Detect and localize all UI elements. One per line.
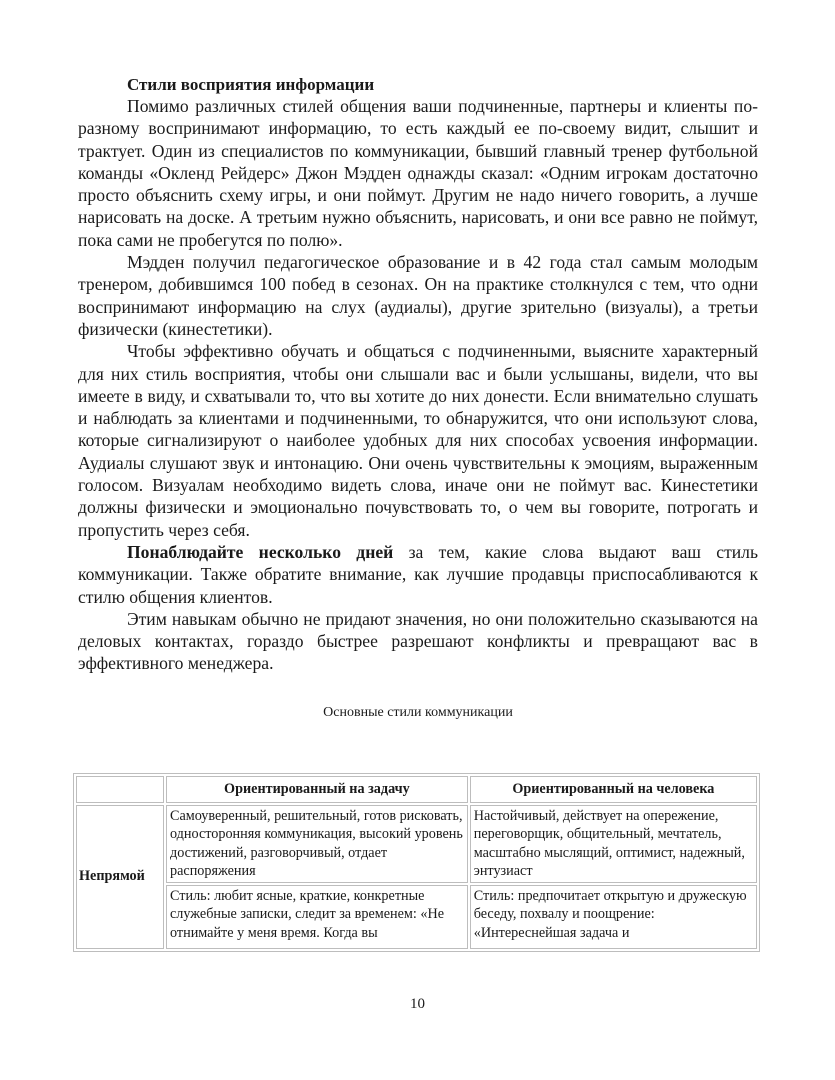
- table-cell: [166, 885, 468, 949]
- table-cell: [470, 885, 757, 949]
- table-cell: Настойчивый, действует на опережение, переговорщик, общительный, мечтатель, масштабно мыслящий, оптимист, надежный, энтузиаст: [470, 805, 757, 883]
- communication-styles-table: [73, 773, 760, 952]
- paragraph-3: Чтобы эффективно обучать и общаться с подчиненными, выясните характерный для них стиль восприятия, чтобы они слышали вас и были услышаны, видели, что вы имеете в виду, и схватывали то, что вы хотите до них донести. Если внимательно слушать и наблюдать за клиентами и подчиненными, то обнаружится, что они используют слова, которые сигнализируют о наиболее удобных для них способах усвоения информации. Аудиалы слушают звук и интонацию. Они очень чувствительны к эмоциям, выраженным голосом. Визуалам необходимо видеть слова, иначе они не поймут вас. Кинестетики должны физически и эмоционально почувствовать то, о чем вы говорите, потрогать и пропустить через себя.: [78, 341, 758, 540]
- cell-text: Стиль: предпочитает открытую и дружескую беседу, похвалу и поощрение: «Интереснейшая задача и: [473, 887, 747, 941]
- document-body: [78, 74, 758, 721]
- header-person-oriented: Ориентированный на человека: [470, 776, 757, 803]
- paragraph-2: Мэдден получил педагогическое образование и в 42 года стал самым молодым тренером, добившимся 100 побед в сезонах. Он на практике столкнулся с тем, что одни воспринимают информацию на слух (аудиалы), другие зрительно (визуалы), а третьи физически (кинестетики).: [78, 252, 758, 339]
- table-caption: Основные стили коммуникации: [323, 704, 513, 720]
- paragraph-1: Помимо различных стилей общения ваши подчиненные, партнеры и клиенты по-разному воспринимают информацию, то есть каждый ее по-своему видит, слышит и трактует. Один из специалистов по коммуникации, бывший главный тренер футбольной команды «Окленд Рейдерс» Джон Мэдден однажды сказал: «Одним игрокам достаточно просто объяснить схему игры, и они поймут. Другим не надо ничего говорить, а лучше нарисовать на доске. А третьим нужно объяснить, нарисовать, и они все равно не поймут, пока сами не пробегутся по полю».: [78, 96, 758, 250]
- table-header-row: [76, 776, 757, 803]
- row-label-indirect: Непрямой: [76, 805, 164, 949]
- table-cell: Самоуверенный, решительный, готов рисковать, односторонняя коммуникация, высокий уровень достижений, разговорчивый, отдает распоряжения: [166, 805, 468, 883]
- table-corner-cell: [76, 776, 164, 803]
- section-heading: Стили восприятия информации: [127, 75, 375, 94]
- page-number: 10: [410, 996, 425, 1012]
- table-row: [76, 885, 757, 949]
- cell-text: Стиль: любит ясные, краткие, конкретные служебные записки, следит за временем: «Не отнимайте у меня время. Когда вы: [170, 887, 445, 941]
- table-row: [76, 805, 757, 883]
- header-task-oriented: Ориентированный на задачу: [166, 776, 468, 803]
- bold-lead: Понаблюдайте несколько дней: [127, 541, 394, 562]
- paragraph-4: [78, 541, 758, 608]
- paragraph-5: Этим навыкам обычно не придают значения, но они положительно сказываются на деловых контактах, гораздо быстрее разрешают конфликты и превращают вас в эффективного менеджера.: [78, 608, 758, 674]
- paragraph-4-text: за тем, какие слова выдают ваш стиль коммуникации. Также обратите внимание, как лучшие продавцы приспосабливаются к стилю общения клиентов.: [78, 541, 758, 607]
